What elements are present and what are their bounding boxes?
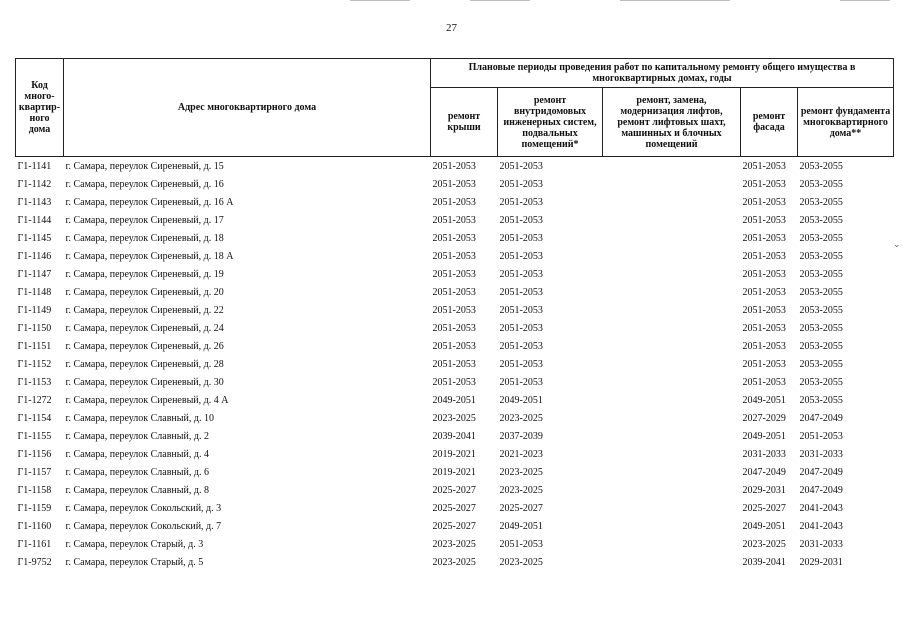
code-cell: Г1-1150 bbox=[17, 322, 52, 334]
elevators-period-cell bbox=[603, 445, 741, 463]
table-row bbox=[16, 445, 894, 463]
code-cell: Г1-1145 bbox=[17, 232, 52, 244]
facade-period-cell: 2031-2033 bbox=[742, 448, 786, 460]
page-number: 27 bbox=[446, 22, 457, 34]
code-cell: Г1-1158 bbox=[17, 484, 52, 496]
facade-period-cell: 2051-2053 bbox=[742, 196, 786, 208]
roof-period-cell: 2019-2021 bbox=[432, 466, 476, 478]
code-cell: Г1-1272 bbox=[17, 394, 52, 406]
facade-period-cell: 2051-2053 bbox=[742, 268, 786, 280]
foundation-period-cell: 2053-2055 bbox=[799, 232, 843, 244]
elevators-period-cell bbox=[603, 301, 741, 319]
table-row bbox=[16, 175, 894, 193]
roof-period-cell: 2023-2025 bbox=[432, 538, 476, 550]
facade-period-cell: 2051-2053 bbox=[742, 178, 786, 190]
header-address: Адрес многоквартирного дома bbox=[64, 59, 431, 157]
code-cell: Г1-1161 bbox=[17, 538, 52, 550]
facade-period-cell: 2051-2053 bbox=[742, 322, 786, 334]
systems-period-cell: 2051-2053 bbox=[499, 286, 543, 298]
address-cell: г. Самара, переулок Сиреневый, д. 18 А bbox=[65, 250, 234, 262]
table-row bbox=[16, 157, 894, 176]
foundation-period-cell: 2053-2055 bbox=[799, 394, 843, 406]
table-body bbox=[16, 157, 894, 572]
facade-period-cell: 2049-2051 bbox=[742, 430, 786, 442]
foundation-period-cell: 2053-2055 bbox=[799, 160, 843, 172]
header-code: Код много-квартир-ного дома bbox=[16, 59, 64, 157]
elevators-period-cell bbox=[603, 319, 741, 337]
roof-period-cell: 2023-2025 bbox=[432, 412, 476, 424]
code-cell: Г1-1157 bbox=[17, 466, 52, 478]
code-cell: Г1-1147 bbox=[17, 268, 52, 280]
systems-period-cell: 2051-2053 bbox=[499, 376, 543, 388]
foundation-period-cell: 2029-2031 bbox=[799, 556, 843, 568]
elevators-period-cell bbox=[603, 283, 741, 301]
table-row bbox=[16, 553, 894, 571]
table-row bbox=[16, 499, 894, 517]
scan-artifact: ⌄ bbox=[893, 239, 901, 249]
systems-period-cell: 2023-2025 bbox=[499, 556, 543, 568]
elevators-period-cell bbox=[603, 553, 741, 571]
roof-period-cell: 2025-2027 bbox=[432, 520, 476, 532]
address-cell: г. Самара, переулок Сиреневый, д. 15 bbox=[65, 160, 224, 172]
systems-period-cell: 2023-2025 bbox=[499, 466, 543, 478]
systems-period-cell: 2023-2025 bbox=[499, 484, 543, 496]
table-row bbox=[16, 373, 894, 391]
table-row bbox=[16, 535, 894, 553]
roof-period-cell: 2039-2041 bbox=[432, 430, 476, 442]
roof-period-cell: 2025-2027 bbox=[432, 484, 476, 496]
roof-period-cell: 2023-2025 bbox=[432, 556, 476, 568]
address-cell: г. Самара, переулок Сокольский, д. 7 bbox=[65, 520, 222, 532]
facade-period-cell: 2051-2053 bbox=[742, 250, 786, 262]
table-row bbox=[16, 301, 894, 319]
systems-period-cell: 2051-2053 bbox=[499, 340, 543, 352]
roof-period-cell: 2025-2027 bbox=[432, 502, 476, 514]
code-cell: Г1-1153 bbox=[17, 376, 52, 388]
address-cell: г. Самара, переулок Сиреневый, д. 4 А bbox=[65, 394, 229, 406]
table-row bbox=[16, 247, 894, 265]
scan-artifact bbox=[470, 0, 530, 1]
table-row bbox=[16, 337, 894, 355]
elevators-period-cell bbox=[603, 247, 741, 265]
facade-period-cell: 2051-2053 bbox=[742, 358, 786, 370]
elevators-period-cell bbox=[603, 535, 741, 553]
table-row bbox=[16, 229, 894, 247]
table-row bbox=[16, 463, 894, 481]
foundation-period-cell: 2053-2055 bbox=[799, 340, 843, 352]
address-cell: г. Самара, переулок Славный, д. 2 bbox=[65, 430, 209, 442]
roof-period-cell: 2051-2053 bbox=[432, 304, 476, 316]
elevators-period-cell bbox=[603, 499, 741, 517]
table-row bbox=[16, 211, 894, 229]
systems-period-cell: 2051-2053 bbox=[499, 232, 543, 244]
elevators-period-cell bbox=[603, 481, 741, 499]
scan-artifact bbox=[350, 0, 410, 1]
roof-period-cell: 2051-2053 bbox=[432, 358, 476, 370]
systems-period-cell: 2051-2053 bbox=[499, 322, 543, 334]
table-row bbox=[16, 409, 894, 427]
roof-period-cell: 2051-2053 bbox=[432, 196, 476, 208]
elevators-period-cell bbox=[603, 157, 741, 176]
elevators-period-cell bbox=[603, 355, 741, 373]
table-row bbox=[16, 355, 894, 373]
facade-period-cell: 2049-2051 bbox=[742, 520, 786, 532]
elevators-period-cell bbox=[603, 337, 741, 355]
facade-period-cell: 2039-2041 bbox=[742, 556, 786, 568]
systems-period-cell: 2051-2053 bbox=[499, 160, 543, 172]
systems-period-cell: 2051-2053 bbox=[499, 178, 543, 190]
systems-period-cell: 2049-2051 bbox=[499, 520, 543, 532]
systems-period-cell: 2051-2053 bbox=[499, 538, 543, 550]
address-cell: г. Самара, переулок Сиреневый, д. 16 bbox=[65, 178, 224, 190]
facade-period-cell: 2029-2031 bbox=[742, 484, 786, 496]
systems-period-cell: 2051-2053 bbox=[499, 268, 543, 280]
table-row bbox=[16, 481, 894, 499]
scan-artifact bbox=[620, 0, 730, 1]
table-row bbox=[16, 517, 894, 535]
facade-period-cell: 2027-2029 bbox=[742, 412, 786, 424]
roof-period-cell: 2049-2051 bbox=[432, 394, 476, 406]
code-cell: Г1-1160 bbox=[17, 520, 52, 532]
roof-period-cell: 2051-2053 bbox=[432, 340, 476, 352]
foundation-period-cell: 2031-2033 bbox=[799, 538, 843, 550]
elevators-period-cell bbox=[603, 409, 741, 427]
elevators-period-cell bbox=[603, 517, 741, 535]
roof-period-cell: 2051-2053 bbox=[432, 250, 476, 262]
elevators-period-cell bbox=[603, 391, 741, 409]
roof-period-cell: 2051-2053 bbox=[432, 232, 476, 244]
roof-period-cell: 2051-2053 bbox=[432, 214, 476, 226]
code-cell: Г1-1159 bbox=[17, 502, 52, 514]
code-cell: Г1-1155 bbox=[17, 430, 52, 442]
table-row bbox=[16, 319, 894, 337]
elevators-period-cell bbox=[603, 211, 741, 229]
systems-period-cell: 2051-2053 bbox=[499, 196, 543, 208]
systems-period-cell: 2025-2027 bbox=[499, 502, 543, 514]
code-cell: Г1-1141 bbox=[17, 160, 52, 172]
foundation-period-cell: 2041-2043 bbox=[799, 520, 843, 532]
facade-period-cell: 2051-2053 bbox=[742, 232, 786, 244]
address-cell: г. Самара, переулок Сиреневый, д. 26 bbox=[65, 340, 224, 352]
foundation-period-cell: 2051-2053 bbox=[799, 430, 843, 442]
systems-period-cell: 2021-2023 bbox=[499, 448, 543, 460]
address-cell: г. Самара, переулок Сиреневый, д. 28 bbox=[65, 358, 224, 370]
foundation-period-cell: 2031-2033 bbox=[799, 448, 843, 460]
address-cell: г. Самара, переулок Сиреневый, д. 30 bbox=[65, 376, 224, 388]
systems-period-cell: 2037-2039 bbox=[499, 430, 543, 442]
foundation-period-cell: 2047-2049 bbox=[799, 412, 843, 424]
foundation-period-cell: 2053-2055 bbox=[799, 268, 843, 280]
systems-period-cell: 2051-2053 bbox=[499, 250, 543, 262]
facade-period-cell: 2051-2053 bbox=[742, 376, 786, 388]
code-cell: Г1-1142 bbox=[17, 178, 52, 190]
foundation-period-cell: 2053-2055 bbox=[799, 196, 843, 208]
systems-period-cell: 2051-2053 bbox=[499, 214, 543, 226]
foundation-period-cell: 2053-2055 bbox=[799, 286, 843, 298]
table-row bbox=[16, 193, 894, 211]
roof-period-cell: 2051-2053 bbox=[432, 160, 476, 172]
facade-period-cell: 2047-2049 bbox=[742, 466, 786, 478]
header-roof: ремонт крыши bbox=[431, 88, 498, 157]
foundation-period-cell: 2053-2055 bbox=[799, 250, 843, 262]
facade-period-cell: 2051-2053 bbox=[742, 304, 786, 316]
foundation-period-cell: 2053-2055 bbox=[799, 178, 843, 190]
table-row bbox=[16, 391, 894, 409]
header-periods: Плановые периоды проведения работ по капитальному ремонту общего имущества в многоквартирных домах, годы bbox=[431, 59, 894, 88]
code-cell: Г1-1146 bbox=[17, 250, 52, 262]
header-facade: ремонт фасада bbox=[741, 88, 798, 157]
facade-period-cell: 2051-2053 bbox=[742, 214, 786, 226]
table-row bbox=[16, 283, 894, 301]
facade-period-cell: 2051-2053 bbox=[742, 340, 786, 352]
foundation-period-cell: 2053-2055 bbox=[799, 376, 843, 388]
elevators-period-cell bbox=[603, 463, 741, 481]
foundation-period-cell: 2053-2055 bbox=[799, 304, 843, 316]
foundation-period-cell: 2047-2049 bbox=[799, 484, 843, 496]
address-cell: г. Самара, переулок Сиреневый, д. 18 bbox=[65, 232, 224, 244]
address-cell: г. Самара, переулок Славный, д. 8 bbox=[65, 484, 209, 496]
address-cell: г. Самара, переулок Сиреневый, д. 20 bbox=[65, 286, 224, 298]
code-cell: Г1-1144 bbox=[17, 214, 52, 226]
scan-artifact bbox=[840, 0, 890, 1]
systems-period-cell: 2051-2053 bbox=[499, 304, 543, 316]
header-foundation: ремонт фундамента многоквартирного дома** bbox=[798, 88, 894, 157]
foundation-period-cell: 2053-2055 bbox=[799, 358, 843, 370]
code-cell: Г1-1156 bbox=[17, 448, 52, 460]
facade-period-cell: 2049-2051 bbox=[742, 394, 786, 406]
code-cell: Г1-1154 bbox=[17, 412, 52, 424]
address-cell: г. Самара, переулок Сиреневый, д. 24 bbox=[65, 322, 224, 334]
table-row bbox=[16, 427, 894, 445]
code-cell: Г1-9752 bbox=[17, 556, 52, 568]
foundation-period-cell: 2053-2055 bbox=[799, 322, 843, 334]
foundation-period-cell: 2053-2055 bbox=[799, 214, 843, 226]
code-cell: Г1-1143 bbox=[17, 196, 52, 208]
roof-period-cell: 2051-2053 bbox=[432, 322, 476, 334]
elevators-period-cell bbox=[603, 175, 741, 193]
roof-period-cell: 2051-2053 bbox=[432, 286, 476, 298]
elevators-period-cell bbox=[603, 265, 741, 283]
address-cell: г. Самара, переулок Славный, д. 10 bbox=[65, 412, 214, 424]
elevators-period-cell bbox=[603, 229, 741, 247]
address-cell: г. Самара, переулок Сиреневый, д. 17 bbox=[65, 214, 224, 226]
address-cell: г. Самара, переулок Сокольский, д. 3 bbox=[65, 502, 222, 514]
foundation-period-cell: 2041-2043 bbox=[799, 502, 843, 514]
facade-period-cell: 2051-2053 bbox=[742, 160, 786, 172]
capital-repair-table bbox=[15, 58, 894, 571]
header-elevators: ремонт, замена, модернизация лифтов, ремонт лифтовых шахт, машинных и блочных помещений bbox=[603, 88, 741, 157]
facade-period-cell: 2023-2025 bbox=[742, 538, 786, 550]
elevators-period-cell bbox=[603, 373, 741, 391]
roof-period-cell: 2019-2021 bbox=[432, 448, 476, 460]
address-cell: г. Самара, переулок Славный, д. 4 bbox=[65, 448, 209, 460]
systems-period-cell: 2051-2053 bbox=[499, 358, 543, 370]
code-cell: Г1-1148 bbox=[17, 286, 52, 298]
systems-period-cell: 2023-2025 bbox=[499, 412, 543, 424]
code-cell: Г1-1149 bbox=[17, 304, 52, 316]
table-row bbox=[16, 265, 894, 283]
address-cell: г. Самара, переулок Сиреневый, д. 22 bbox=[65, 304, 224, 316]
roof-period-cell: 2051-2053 bbox=[432, 376, 476, 388]
address-cell: г. Самара, переулок Сиреневый, д. 19 bbox=[65, 268, 224, 280]
roof-period-cell: 2051-2053 bbox=[432, 268, 476, 280]
code-cell: Г1-1152 bbox=[17, 358, 52, 370]
address-cell: г. Самара, переулок Старый, д. 3 bbox=[65, 538, 204, 550]
code-cell: Г1-1151 bbox=[17, 340, 52, 352]
address-cell: г. Самара, переулок Старый, д. 5 bbox=[65, 556, 204, 568]
elevators-period-cell bbox=[603, 427, 741, 445]
facade-period-cell: 2025-2027 bbox=[742, 502, 786, 514]
header-systems: ремонт внутридомовых инженерных систем, подвальных помещений* bbox=[498, 88, 603, 157]
address-cell: г. Самара, переулок Сиреневый, д. 16 А bbox=[65, 196, 234, 208]
elevators-period-cell bbox=[603, 193, 741, 211]
systems-period-cell: 2049-2051 bbox=[499, 394, 543, 406]
foundation-period-cell: 2047-2049 bbox=[799, 466, 843, 478]
facade-period-cell: 2051-2053 bbox=[742, 286, 786, 298]
address-cell: г. Самара, переулок Славный, д. 6 bbox=[65, 466, 209, 478]
roof-period-cell: 2051-2053 bbox=[432, 178, 476, 190]
